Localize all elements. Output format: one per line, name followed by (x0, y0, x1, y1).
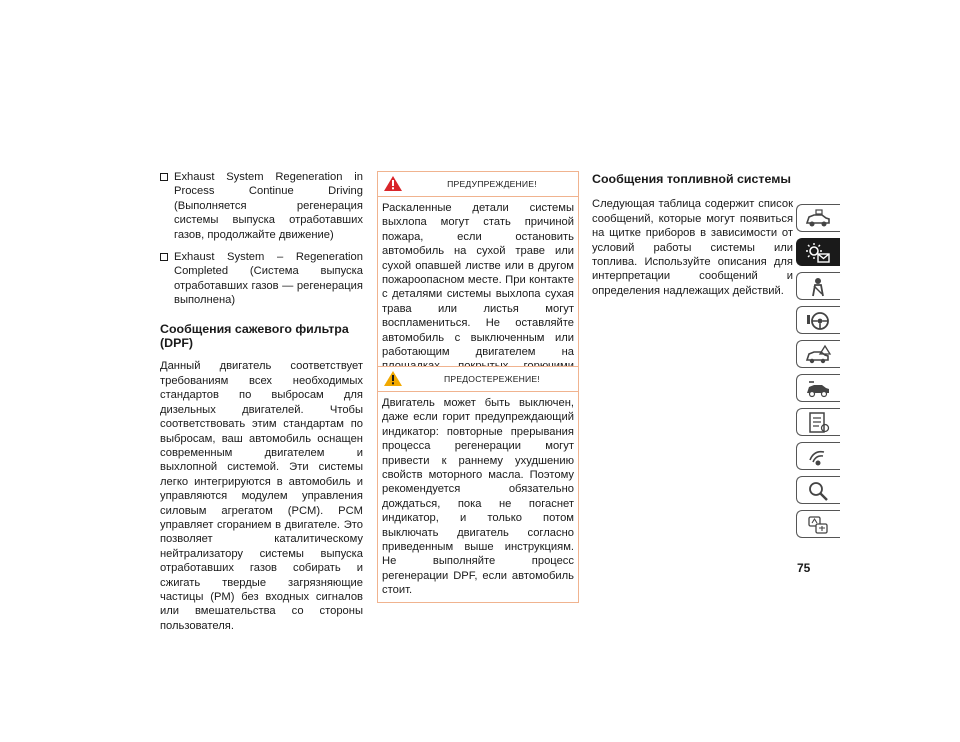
fuel-paragraph: Следующая таблица содержит список сообщений, которые могут появиться на щитке приборов в зависимости от условий работы системы или топлива. Используйте описания для интерпретации сообщений и определения надлежащих действий. (592, 198, 793, 297)
caution-title: ПРЕДОСТЕРЕЖЕНИЕ! (444, 374, 540, 384)
warning-lights-icon (804, 242, 832, 264)
tab-car-service[interactable] (796, 374, 840, 402)
section-heading-dpf: Сообщения сажевого фильтра (DPF) (160, 321, 349, 351)
warning-triangle-icon (383, 175, 403, 192)
caution-header (378, 367, 578, 392)
tab-seat-safety[interactable] (796, 272, 840, 300)
caution-box (377, 366, 579, 603)
bullet-square-icon (160, 253, 168, 261)
seat-safety-icon (804, 276, 832, 298)
tab-car-info[interactable] (796, 204, 840, 232)
section-heading-fuel: Сообщения топливной системы (592, 172, 791, 186)
warning-title: ПРЕДУПРЕЖДЕНИЕ! (447, 179, 537, 189)
tab-road-emergency[interactable] (796, 340, 840, 368)
dpf-paragraph: Данный двигатель соответствует требованиям всех необходимых стандартов по выбросам для дизельных двигателей. Чтобы соответствовать этим стандартам по выбросам, ваш автомобиль оснащен современным двигателем и выхлопной системой. Эти системы легко интегрируются в автомобиль и управляются модулем управления силовым агрегатом (PCM). PCM управляет сгоранием в двигателе. Это позволяет каталитическому нейтрализатору системы выпуска отработавших газов собирать и сжигать твердые загрязняющие частицы (PM) без входных сигналов или вмешательства со стороны пользователя. (160, 360, 363, 632)
caution-triangle-icon (383, 370, 403, 387)
search-index-icon (804, 480, 832, 502)
road-emergency-icon (804, 344, 832, 366)
caution-text: Двигатель может быть выключен, даже если горит предупреждающий индикатор: повторные прерывания процесса регенерации могут привести к раннему ухудшению свойств моторного масла. Поэтому рекомендуется обязательно дождаться, пока не погаснет индикатор, и только потом выключать двигатель согласно приведенным выше инструкциям. Не выполняйте процесс регенерации DPF, если автомобиль стоит. (382, 397, 574, 597)
car-service-icon (804, 378, 832, 400)
multimedia-icon (804, 446, 832, 468)
bullet-square-icon (160, 173, 168, 181)
language-icon (804, 514, 832, 536)
list-item (160, 170, 363, 242)
page-number: 75 (797, 561, 811, 575)
tab-steering[interactable] (796, 306, 840, 334)
right-column (592, 170, 793, 298)
warning-header (378, 172, 578, 197)
tab-multimedia[interactable] (796, 442, 840, 470)
tab-language[interactable] (796, 510, 840, 538)
left-column (160, 170, 363, 633)
list-item (160, 250, 363, 308)
bullet-text: Exhaust System Regeneration in Process Continue Driving (Выполняется регенерация системы выпуска отработавших газов, продолжайте движение) (174, 171, 363, 241)
car-info-icon (804, 208, 832, 230)
bullet-text: Exhaust System – Regeneration Completed (Система выпуска отработавших газов — регенерация выполнена) (174, 251, 363, 307)
tab-search-index[interactable] (796, 476, 840, 504)
warning-text: Раскаленные детали системы выхлопа могут стать причиной пожара, если остановить автомобиль на сухой траве или сухой опавшей листве или в другом пожароопасном месте. При контакте с деталями системы выхлопа сухая трава или листья могут воспламениться. Не оставляйте автомобиль с выключенным или работающим двигателем на (382, 202, 574, 359)
tab-warning-lights[interactable] (796, 238, 840, 266)
steering-wheel-icon (804, 310, 832, 332)
specifications-icon (804, 412, 832, 434)
tab-specifications[interactable] (796, 408, 840, 436)
warning-box (377, 171, 579, 393)
